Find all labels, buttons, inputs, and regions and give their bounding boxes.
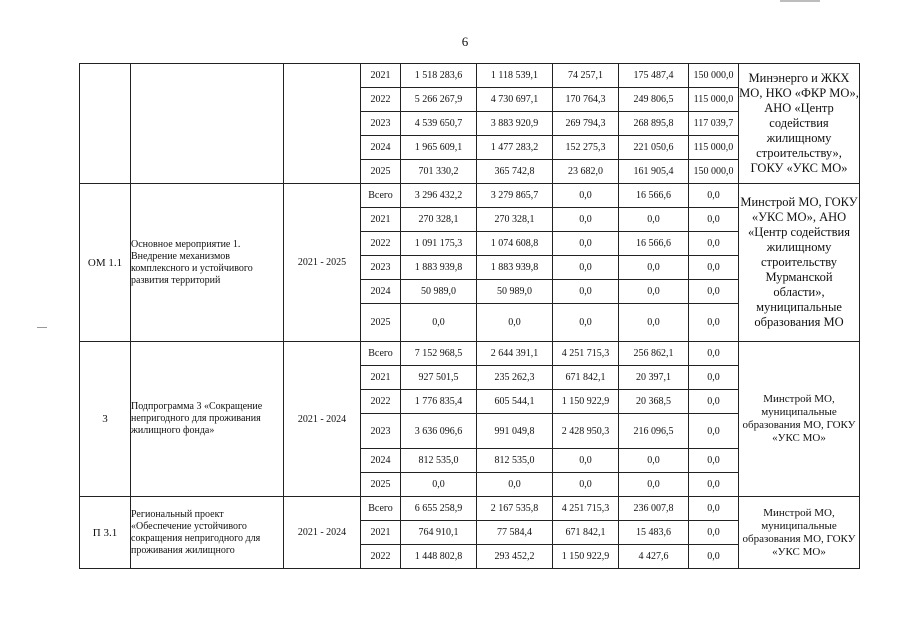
row-code: 3 (80, 342, 131, 497)
amount-cell: 1 518 283,6 (401, 64, 477, 88)
amount-cell: 3 883 920,9 (477, 112, 553, 136)
amount-cell: 0,0 (689, 473, 739, 497)
amount-cell: 74 257,1 (553, 64, 619, 88)
amount-cell: 16 566,6 (619, 232, 689, 256)
year-cell: Всего (361, 184, 401, 208)
amount-cell: 1 150 922,9 (553, 390, 619, 414)
amount-cell: 0,0 (553, 280, 619, 304)
year-cell: 2023 (361, 414, 401, 449)
amount-cell: 1 150 922,9 (553, 545, 619, 569)
amount-cell: 20 368,5 (619, 390, 689, 414)
amount-cell: 1 883 939,8 (477, 256, 553, 280)
amount-cell: 812 535,0 (477, 449, 553, 473)
amount-cell: 2 167 535,8 (477, 497, 553, 521)
amount-cell: 3 636 096,6 (401, 414, 477, 449)
amount-cell: 115 000,0 (689, 136, 739, 160)
amount-cell: 170 764,3 (553, 88, 619, 112)
amount-cell: 0,0 (619, 256, 689, 280)
amount-cell: 0,0 (477, 304, 553, 342)
amount-cell: 2 644 391,1 (477, 342, 553, 366)
amount-cell: 175 487,4 (619, 64, 689, 88)
amount-cell: 0,0 (553, 473, 619, 497)
year-cell: Всего (361, 342, 401, 366)
row-name: Региональный проект «Обеспечение устойчивого сокращения непригодного для проживания жилищного (131, 497, 284, 569)
amount-cell: 0,0 (477, 473, 553, 497)
amount-cell: 4 730 697,1 (477, 88, 553, 112)
year-cell: 2023 (361, 112, 401, 136)
amount-cell: 270 328,1 (401, 208, 477, 232)
amount-cell: 605 544,1 (477, 390, 553, 414)
amount-cell: 4 251 715,3 (553, 497, 619, 521)
year-cell: 2022 (361, 390, 401, 414)
amount-cell: 1 965 609,1 (401, 136, 477, 160)
amount-cell: 0,0 (553, 449, 619, 473)
amount-cell: 3 296 432,2 (401, 184, 477, 208)
amount-cell: 0,0 (619, 280, 689, 304)
amount-cell: 0,0 (553, 304, 619, 342)
amount-cell: 50 989,0 (477, 280, 553, 304)
amount-cell: 115 000,0 (689, 88, 739, 112)
year-cell: 2022 (361, 545, 401, 569)
amount-cell: 150 000,0 (689, 64, 739, 88)
row-code: ОМ 1.1 (80, 184, 131, 342)
table-row (80, 497, 860, 521)
row-executor: Минстрой МО, муниципальные образования МО, ГОКУ «УКС МО» (739, 342, 860, 497)
year-cell: 2024 (361, 136, 401, 160)
amount-cell: 15 483,6 (619, 521, 689, 545)
amount-cell: 0,0 (689, 342, 739, 366)
amount-cell: 701 330,2 (401, 160, 477, 184)
table-body (80, 64, 860, 569)
amount-cell: 161 905,4 (619, 160, 689, 184)
amount-cell: 764 910,1 (401, 521, 477, 545)
amount-cell: 77 584,4 (477, 521, 553, 545)
amount-cell: 4 427,6 (619, 545, 689, 569)
year-cell: 2025 (361, 473, 401, 497)
amount-cell: 0,0 (553, 208, 619, 232)
amount-cell: 671 842,1 (553, 366, 619, 390)
row-executor: Минэнерго и ЖКХ МО, НКО «ФКР МО», АНО «Центр содействия жилищному строительству», ГОКУ «УКС МО» (739, 64, 860, 184)
amount-cell: 2 428 950,3 (553, 414, 619, 449)
amount-cell: 927 501,5 (401, 366, 477, 390)
amount-cell: 216 096,5 (619, 414, 689, 449)
amount-cell: 0,0 (553, 232, 619, 256)
amount-cell: 269 794,3 (553, 112, 619, 136)
table-row (80, 342, 860, 366)
amount-cell: 268 895,8 (619, 112, 689, 136)
amount-cell: 221 050,6 (619, 136, 689, 160)
row-name: Подпрограмма 3 «Сокращение непригодного для проживания жилищного фонда» (131, 342, 284, 497)
amount-cell: 1 074 608,8 (477, 232, 553, 256)
corner-mark (780, 0, 820, 2)
year-cell: 2025 (361, 304, 401, 342)
amount-cell: 23 682,0 (553, 160, 619, 184)
amount-cell: 293 452,2 (477, 545, 553, 569)
row-executor: Минстрой МО, ГОКУ «УКС МО», АНО «Центр содействия жилищному строительству Мурманской области», муниципальные образования МО (739, 184, 860, 342)
amount-cell: 0,0 (689, 256, 739, 280)
row-code: П 3.1 (80, 497, 131, 569)
row-code (80, 64, 131, 184)
year-cell: 2021 (361, 64, 401, 88)
amount-cell: 3 279 865,7 (477, 184, 553, 208)
amount-cell: 671 842,1 (553, 521, 619, 545)
amount-cell: 249 806,5 (619, 88, 689, 112)
row-name (131, 64, 284, 184)
amount-cell: 150 000,0 (689, 160, 739, 184)
amount-cell: 20 397,1 (619, 366, 689, 390)
amount-cell: 0,0 (689, 497, 739, 521)
amount-cell: 0,0 (689, 184, 739, 208)
amount-cell: 1 883 939,8 (401, 256, 477, 280)
year-cell: Всего (361, 497, 401, 521)
row-period: 2021 - 2024 (284, 342, 361, 497)
amount-cell: 1 118 539,1 (477, 64, 553, 88)
row-period: 2021 - 2024 (284, 497, 361, 569)
amount-cell: 0,0 (689, 521, 739, 545)
year-cell: 2022 (361, 232, 401, 256)
amount-cell: 256 862,1 (619, 342, 689, 366)
amount-cell: 0,0 (689, 414, 739, 449)
amount-cell: 0,0 (619, 208, 689, 232)
year-cell: 2023 (361, 256, 401, 280)
amount-cell: 50 989,0 (401, 280, 477, 304)
amount-cell: 4 251 715,3 (553, 342, 619, 366)
amount-cell: 0,0 (689, 545, 739, 569)
amount-cell: 7 152 968,5 (401, 342, 477, 366)
amount-cell: 0,0 (619, 473, 689, 497)
amount-cell: 0,0 (689, 366, 739, 390)
amount-cell: 6 655 258,9 (401, 497, 477, 521)
row-executor: Минстрой МО, муниципальные образования МО, ГОКУ «УКС МО» (739, 497, 860, 569)
year-cell: 2021 (361, 366, 401, 390)
amount-cell: 270 328,1 (477, 208, 553, 232)
amount-cell: 0,0 (553, 184, 619, 208)
amount-cell: 117 039,7 (689, 112, 739, 136)
amount-cell: 0,0 (401, 473, 477, 497)
amount-cell: 4 539 650,7 (401, 112, 477, 136)
amount-cell: 0,0 (401, 304, 477, 342)
amount-cell: 991 049,8 (477, 414, 553, 449)
table-row (80, 184, 860, 208)
amount-cell: 0,0 (619, 304, 689, 342)
table-row (80, 64, 860, 88)
year-cell: 2025 (361, 160, 401, 184)
amount-cell: 1 776 835,4 (401, 390, 477, 414)
amount-cell: 235 262,3 (477, 366, 553, 390)
amount-cell: 0,0 (689, 390, 739, 414)
year-cell: 2021 (361, 208, 401, 232)
amount-cell: 0,0 (689, 232, 739, 256)
year-cell: 2021 (361, 521, 401, 545)
amount-cell: 1 091 175,3 (401, 232, 477, 256)
amount-cell: 0,0 (553, 256, 619, 280)
margin-mark (37, 327, 47, 328)
amount-cell: 0,0 (689, 449, 739, 473)
budget-table (79, 63, 860, 569)
row-period: 2021 - 2025 (284, 184, 361, 342)
row-name: Основное мероприятие 1. Внедрение механизмов комплексного и устойчивого развития территорий (131, 184, 284, 342)
amount-cell: 236 007,8 (619, 497, 689, 521)
year-cell: 2022 (361, 88, 401, 112)
amount-cell: 0,0 (689, 280, 739, 304)
amount-cell: 0,0 (689, 208, 739, 232)
amount-cell: 152 275,3 (553, 136, 619, 160)
year-cell: 2024 (361, 280, 401, 304)
amount-cell: 5 266 267,9 (401, 88, 477, 112)
amount-cell: 0,0 (619, 449, 689, 473)
amount-cell: 16 566,6 (619, 184, 689, 208)
row-period (284, 64, 361, 184)
page-number: 6 (461, 34, 469, 49)
amount-cell: 0,0 (689, 304, 739, 342)
amount-cell: 812 535,0 (401, 449, 477, 473)
amount-cell: 365 742,8 (477, 160, 553, 184)
year-cell: 2024 (361, 449, 401, 473)
amount-cell: 1 448 802,8 (401, 545, 477, 569)
amount-cell: 1 477 283,2 (477, 136, 553, 160)
